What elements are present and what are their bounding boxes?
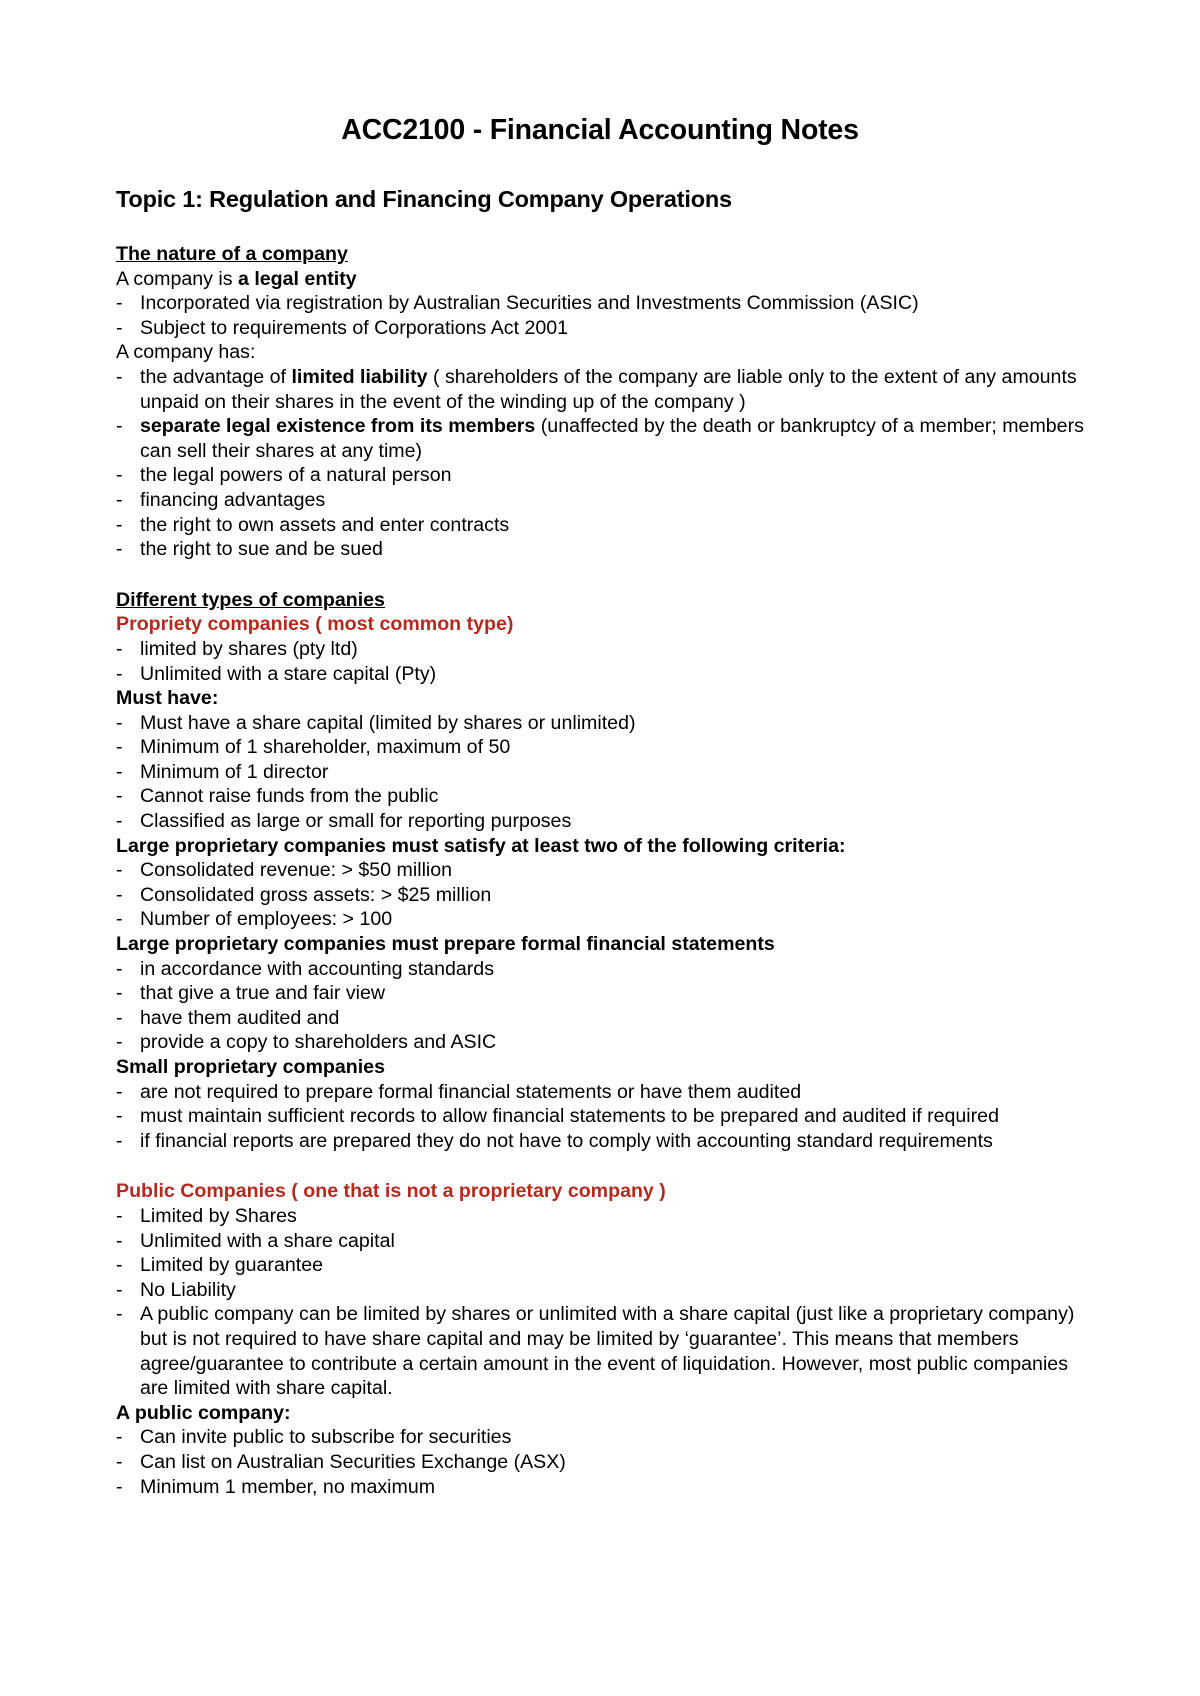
bullet-dash: - (116, 1303, 123, 1326)
bullet-dash: - (116, 1229, 123, 1252)
bullet-dash: - (116, 292, 123, 315)
list-item (116, 513, 1096, 538)
list-item (116, 1229, 1096, 1254)
bullet-dash: - (116, 859, 123, 882)
list-item (116, 907, 1096, 932)
small-proprietary-list (116, 1080, 1096, 1154)
list-item (116, 662, 1096, 687)
list-item (116, 1006, 1096, 1031)
list-item-text: Minimum 1 member, no maximum (140, 1475, 436, 1498)
list-item-text: limited by shares (pty ltd) (140, 637, 358, 660)
list-item (116, 1278, 1096, 1303)
limited-liability-pre: the advantage of (140, 365, 292, 388)
bullet-dash: - (116, 883, 123, 906)
legal-entity-text: A company is (116, 267, 238, 290)
list-item-text: the right to own assets and enter contracts (140, 513, 510, 536)
bullet-dash: - (116, 538, 123, 561)
large-criteria-list (116, 858, 1096, 932)
list-item (116, 735, 1096, 760)
proprietary-heading: Propriety companies ( most common type) (116, 613, 514, 636)
bullet-dash: - (116, 637, 123, 660)
legal-entity-list (116, 291, 1096, 340)
large-prepare-list (116, 957, 1096, 1055)
list-item-text: Minimum of 1 director (140, 760, 329, 783)
list-item-text: financing advantages (140, 488, 326, 511)
list-item (116, 1253, 1096, 1278)
bullet-dash: - (116, 513, 123, 536)
list-item-text: Can invite public to subscribe for securities (140, 1426, 512, 1449)
legal-entity-bold: a legal entity (237, 267, 357, 290)
bullet-dash: - (116, 1278, 123, 1301)
large-criteria-label: Large proprietary companies must satisfy at least two of the following criteria: (116, 834, 846, 857)
list-item (116, 291, 1096, 316)
must-have-label: Must have: (116, 687, 219, 710)
list-item (116, 1204, 1096, 1229)
a-public-company-list (116, 1425, 1096, 1499)
bullet-dash: - (116, 1204, 123, 1227)
list-item (116, 858, 1096, 883)
list-item (116, 365, 1096, 414)
small-proprietary-label: Small proprietary companies (116, 1056, 385, 1078)
list-item (116, 488, 1096, 513)
list-item-text: Number of employees: > 100 (140, 908, 393, 931)
bullet-dash: - (116, 1080, 123, 1103)
bullet-dash: - (116, 1450, 123, 1473)
list-item-text: provide a copy to shareholders and ASIC (140, 1031, 497, 1054)
document-title: ACC2100 - Financial Accounting Notes (341, 114, 859, 146)
list-item-text: A public company can be limited by shares or unlimited with a share capital (just like a proprietary company) but is not required to have share capital and may be limited by ‘guarantee’. This means that members agree/guarantee to contribute a certain amount in the event of liquidation. However, most public companies are limited with share capital. (140, 1303, 1075, 1400)
limited-liability-post: ( shareholders of the company are liable only to the extent of any amounts unpaid on their shares in the event of the winding up of the company ) (140, 365, 1077, 413)
list-item (116, 809, 1096, 834)
list-item-text: that give a true and fair view (140, 982, 386, 1005)
bullet-dash: - (116, 1006, 123, 1029)
list-item-text: Unlimited with a share capital (140, 1229, 395, 1252)
list-item (116, 711, 1096, 736)
list-item (116, 463, 1096, 488)
public-list (116, 1204, 1096, 1401)
list-item (116, 981, 1096, 1006)
list-item-text: if financial reports are prepared they do not have to comply with accounting standard requirements (140, 1129, 993, 1152)
list-item-text: Must have a share capital (limited by shares or unlimited) (140, 711, 636, 734)
list-item (116, 883, 1096, 908)
company-has-list (116, 463, 1096, 561)
proprietary-list (116, 637, 1096, 686)
list-item-text: must maintain sufficient records to allow financial statements to be prepared and audited if required (140, 1105, 999, 1128)
bullet-dash: - (116, 785, 123, 808)
bullet-dash: - (116, 736, 123, 759)
bullet-dash: - (116, 1129, 123, 1152)
list-item-text: Can list on Australian Securities Exchange (ASX) (140, 1450, 566, 1473)
bullet-dash: - (116, 982, 123, 1005)
bullet-dash: - (116, 810, 123, 833)
list-item-text: in accordance with accounting standards (140, 957, 494, 980)
separate-existence-post: (unaffected by the death or bankruptcy of a member; members can sell their shares at any time) (140, 415, 1084, 462)
list-item (116, 1425, 1096, 1450)
list-item-text: the right to sue and be sued (140, 538, 383, 561)
list-item-text: Cannot raise funds from the public (140, 785, 439, 808)
list-item (116, 1302, 1096, 1400)
bullet-dash: - (116, 464, 123, 487)
list-item (116, 1475, 1096, 1500)
must-have-list (116, 711, 1096, 834)
topic-heading: Topic 1: Regulation and Financing Company Operations (116, 186, 732, 212)
bullet-dash: - (116, 316, 123, 339)
large-prepare-label: Large proprietary companies must prepare formal financial statements (116, 933, 775, 956)
separate-existence-bold: separate legal existence from its members (140, 415, 536, 438)
bullet-dash: - (116, 760, 123, 783)
list-item-text: the legal powers of a natural person (140, 464, 452, 487)
list-item-text: No Liability (140, 1278, 236, 1301)
list-item (116, 316, 1096, 341)
list-item (116, 1080, 1096, 1105)
list-item (116, 957, 1096, 982)
list-item-text: Incorporated via registration by Australian Securities and Investments Commission (ASIC) (140, 292, 919, 315)
bullet-dash: - (116, 711, 123, 734)
bullet-dash: - (116, 1475, 123, 1498)
bullet-dash: - (116, 1426, 123, 1449)
list-item (116, 1030, 1096, 1055)
bullet-dash: - (116, 1254, 123, 1277)
list-item-text: Limited by Shares (140, 1204, 297, 1227)
list-item-text: Consolidated gross assets: > $25 million (140, 883, 492, 906)
list-item (116, 537, 1096, 562)
bullet-dash: - (116, 365, 123, 388)
list-item-text: Unlimited with a stare capital (Pty) (140, 662, 437, 685)
list-item-text: Limited by guarantee (140, 1254, 323, 1277)
section-heading-nature: The nature of a company (116, 243, 348, 265)
legal-entity-line (116, 267, 1096, 292)
bullet-dash: - (116, 488, 123, 511)
bullet-dash: - (116, 415, 123, 438)
list-item (116, 1450, 1096, 1475)
list-item-text: are not required to prepare formal financial statements or have them audited (140, 1080, 802, 1103)
list-item (116, 1104, 1096, 1129)
list-item-text: have them audited and (140, 1006, 340, 1029)
bullet-dash: - (116, 957, 123, 980)
section-heading-types: Different types of companies (116, 588, 385, 611)
list-item-text: Consolidated revenue: > $50 million (140, 859, 453, 882)
limited-liability-bold: limited liability (291, 365, 428, 388)
company-has-label: A company has: (116, 341, 256, 364)
list-item-text: Classified as large or small for reporting purposes (140, 810, 572, 833)
list-item-text: Minimum of 1 shareholder, maximum of 50 (140, 736, 511, 759)
bullet-dash: - (116, 1031, 123, 1054)
list-item (116, 414, 1096, 463)
bullet-dash: - (116, 662, 123, 685)
list-item-text: Subject to requirements of Corporations Act 2001 (140, 316, 569, 339)
list-item (116, 784, 1096, 809)
notes-content (116, 242, 1096, 1499)
list-item (116, 760, 1096, 785)
list-item (116, 1129, 1096, 1154)
bullet-dash: - (116, 908, 123, 931)
public-heading: Public Companies ( one that is not a proprietary company ) (116, 1180, 666, 1203)
a-public-company-label: A public company: (116, 1401, 291, 1424)
list-item (116, 637, 1096, 662)
bullet-dash: - (116, 1105, 123, 1128)
